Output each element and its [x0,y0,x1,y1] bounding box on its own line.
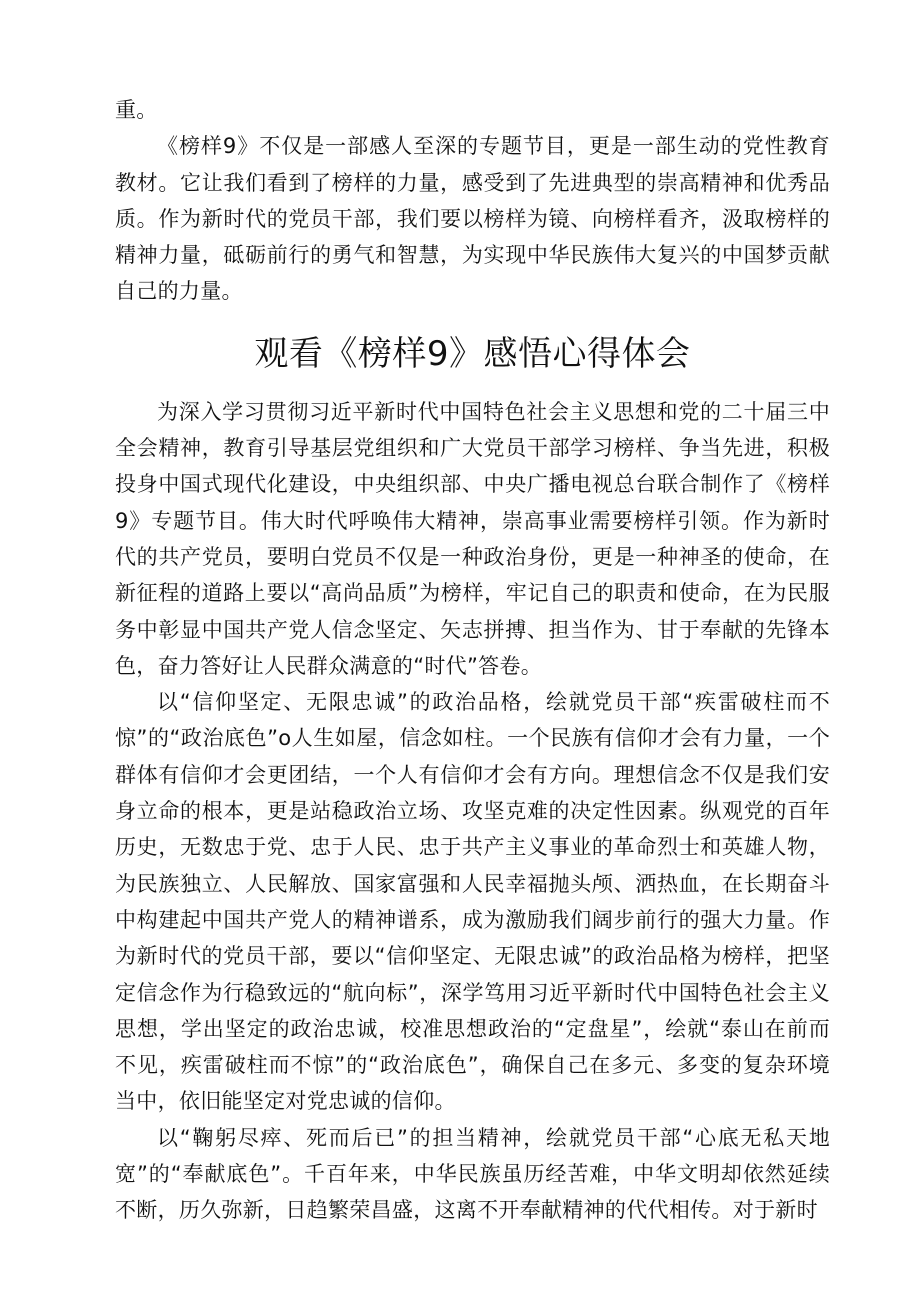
article-title: 观看《榜样9》感悟心得体会 [254,333,691,374]
continuation-text: 重。 [115,98,158,122]
body-paragraph-2: 以“信仰坚定、无限忠诚”的政治品格，绘就党员干部“疾雷破柱而不惊”的“政治底色”o人生如屋，信念如柱。一个民族有信仰才会有力量，一个群体有信仰才会更团结，一个人有信仰才会有方向。理想信念不仅是我们安身立命的根本，更是站稳政治立场、攻坚克难的决定性因素。纵观党的百年历史，无数忠于党、忠于人民、忠于共产主义事业的革命烈士和英雄人物，为民族独立、人民解放、国家富强和人民幸福抛头颅、洒热血，在长期奋斗中构建起中国共产党人的精神谱系，成为激励我们阔步前行的强大力量。作为新时代的党员干部，要以“信仰坚定、无限忠诚”的政治品格为榜样，把坚定信念作为行稳致远的“航向标”，深学笃用习近平新时代中国特色社会主义思想，学出坚定的政治忠诚，校准思想政治的“定盘星”，绘就“泰山在前而不见，疾雷破柱而不惊”的“政治底色”，确保自己在多元、多变的复杂环境当中，依旧能坚定对党忠诚的信仰。 [115,690,830,1114]
intro-paragraph: 《榜样9》不仅是一部感人至深的专题节目，更是一部生动的党性教育教材。它让我们看到了榜样的力量，感受到了先进典型的崇高精神和优秀品质。作为新时代的党员干部，我们要以榜样为镜、向榜样看齐，汲取榜样的精神力量，砥砺前行的勇气和智慧，为实现中华民族伟大复兴的中国梦贡献自己的力量。 [115,134,830,304]
body-paragraph-3: 以“鞠躬尽瘁、死而后已”的担当精神，绘就党员干部“心底无私天地宽”的“奉献底色”。千百年来，中华民族虽历经苦难，中华文明却依然延续不断，历久弥新，日趋繁荣昌盛，这离不开奉献精神的代代相传。对于新时 [115,1125,830,1223]
document-body [115,92,830,1229]
body-paragraph-1: 为深入学习贯彻习近平新时代中国特色社会主义思想和党的二十届三中全会精神，教育引导基层党组织和广大党员干部学习榜样、争当先进，积极投身中国式现代化建设，中央组织部、中央广播电视总台联合制作了《榜样9》专题节目。伟大时代呼唤伟大精神，崇高事业需要榜样引领。作为新时代的共产党员，要明白党员不仅是一种政治身份，更是一种神圣的使命，在新征程的道路上要以“高尚品质”为榜样，牢记自己的职责和使命，在为民服务中彰显中国共产党人信念坚定、矢志拼搏、担当作为、甘于奉献的先锋本色，奋力答好让人民群众满意的“时代”答卷。 [115,399,830,678]
